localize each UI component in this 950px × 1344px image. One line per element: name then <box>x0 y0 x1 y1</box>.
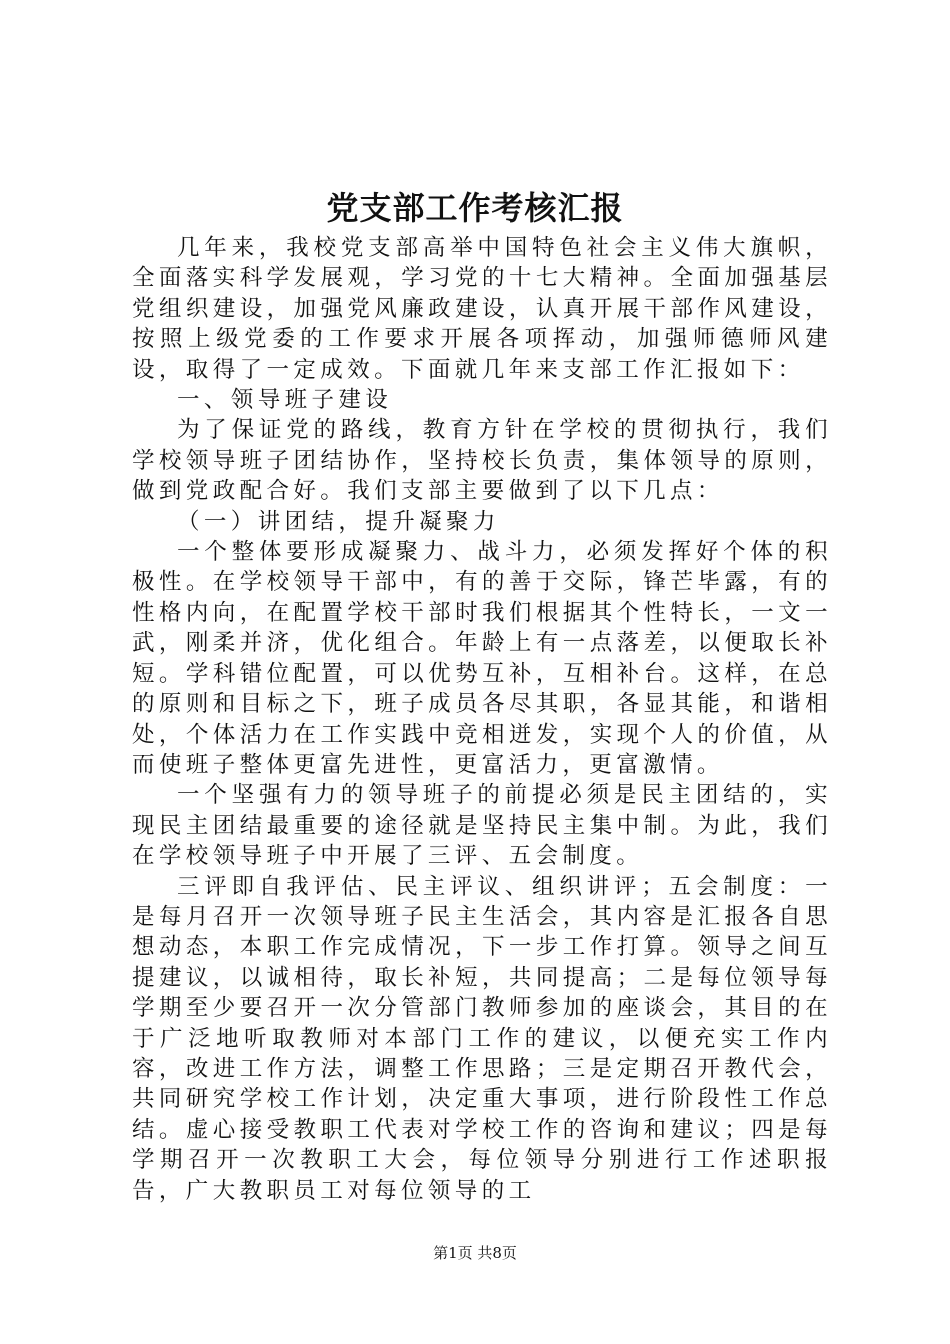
page-footer: 第1页 共8页 <box>433 1244 517 1262</box>
section-heading-leadership: 一、领导班子建设 <box>177 387 393 414</box>
paragraph-intro: 几年来，我校党支部高举中国特色社会主义伟大旗帜，全面落实科学发展观，学习党的十七大精神。全面加强基层党组织建设，加强党风廉政建设，认真开展干部作风建设，按照上级党委的工作要求开展各项挥动，加强师德师风建设，取得了一定成效。下面就几年来支部工作汇报如下： <box>132 235 832 383</box>
paragraph-leadership: 为了保证党的路线，教育方针在学校的贯彻执行，我们学校领导班子团结协作，坚持校长负责，集体领导的原则，做到党政配合好。我们支部主要做到了以下几点： <box>132 417 832 505</box>
paragraph-democracy: 一个坚强有力的领导班子的前提必须是民主团结的，实现民主团结最重要的途径就是坚持民主集中制。为此，我们在学校领导班子中开展了三评、五会制度。 <box>132 782 832 870</box>
subsection-heading-unity: （一）讲团结，提升凝聚力 <box>177 508 500 535</box>
document-body <box>132 233 832 1206</box>
paragraph-three-five: 三评即自我评估、民主评议、组织讲评；五会制度：一是每月召开一次领导班子民主生活会，其内容是汇报各自思想动态，本职工作完成情况，下一步工作打算。领导之间互提建议，以诚相待，取长补短，共同提高；二是每位领导每学期至少要召开一次分管部门教师参加的座谈会，其目的在于广泛地听取教师对本部门工作的建议，以便充实工作内容，改进工作方法，调整工作思路；三是定期召开教代会，共同研究学校工作计划，决定重大事项，进行阶段性工作总结。虚心接受教职工代表对学校工作的咨询和建议；四是每学期召开一次教职工大会，每位领导分别进行工作述职报告，广大教职员工对每位领导的工 <box>132 873 832 1204</box>
document-title: 党支部工作考核汇报 <box>326 189 624 227</box>
paragraph-unity: 一个整体要形成凝聚力、战斗力，必须发挥好个体的积极性。在学校领导干部中，有的善于交际，锋芒毕露，有的性格内向，在配置学校干部时我们根据其个性特长，一文一武，刚柔并济，优化组合。年龄上有一点落差，以便取长补短。学科错位配置，可以优势互补，互相补台。这样，在总的原则和目标之下，班子成员各尽其职，各显其能，和谐相处，个体活力在工作实践中竞相迸发，实现个人的价值，从而使班子整体更富先进性，更富活力，更富激情。 <box>132 539 832 778</box>
